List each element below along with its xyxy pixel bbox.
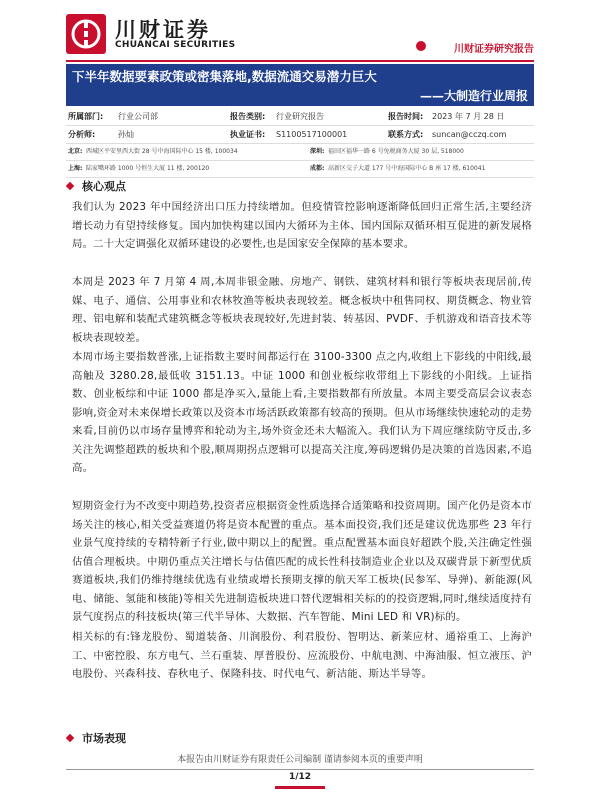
paragraph-strategy: 短期资金行为不改变中期趋势,投资者应根据资金性质选择合适策略和投资周期。国产化仍是资本市场关注的核心,相关受益赛道仍将是资本配置的重点。基本面投资,我们还是建议优选那些 23 年行业景气度持续的专精特新子行业,做中期以上的配置。重点配置基本面良好超跌个股,关注确定性强估值合理板块。中期仍重点关注增长与估值匹配的成长性科技制造业企业以及双碳背景下新型优质赛道板块,我们仍维持继续优选有业绩或增长预期支撑的航天军工板块(民参军、导弹)、新能源(风电、储能、氢能和核能)等相关先进制造板块进口替代逻辑相关标的的投资逻辑,同时,继续适度持有景气度拐点的科技板块(第三代半导体、大数据、汽车智能、Mini LED 和 VR)标的。: [72, 500, 532, 623]
shenzhen-address: 福田区福华一路 6 号免税商务大厦 30 层, 518000: [328, 148, 464, 155]
address-row-1: [66, 144, 534, 161]
logo-icon: [66, 14, 106, 54]
paragraph-related-stocks: 相关标的有:锋龙股份、蜀道装备、川润股份、利君股份、智明达、新莱应材、通裕重工、上海沪工、中密控股、东方电气、兰石重装、厚普股份、应流股份、中航电测、中海油服、恒立液压、沪电股份、兴森科技、春秋电子、保隆科技、时代电气、新洁能、斯达半导等。: [72, 631, 532, 680]
diamond-bullet-icon: [64, 180, 75, 191]
paragraph-market-index: 本周市场主要指数普涨,上证指数主要时间都运行在 3100-3300 点之内,收组上下影线的中阳线,最高触及 3280.28,最低收 3151.13。中证 1000 和创业板综收带组上下影线的小阳线。上证指数、创业板综和中证 1000 都是净买入,量能上看,主要指数都有所放量。本周主要受高层会议表态影响,资金对未来保增长政策以及资本市场活跃政策都有较高的预期。但从市场继续快速轮动的走势来看,目前仍以市场存量博弈和轮动为主,场外资金还未大幅流入。我们认为下周应继续防守反击,多关注先调整超跌的板块和个股,顺周期拐点逻辑可以提高关注度,筹码逻辑仍是决策的首选因素,不追高。: [72, 351, 532, 474]
shanghai-address: 陆家嘴环路 1000 号恒生大厦 11 楼, 200120: [86, 165, 210, 172]
diamond-bullet-icon: [64, 732, 75, 743]
report-tag-icon: [416, 41, 426, 51]
analyst-value: 孙灿: [118, 130, 134, 139]
footer-divider: [66, 769, 534, 770]
report-title: 下半年数据要素政策或密集落地,数据流通交易潜力巨大: [72, 69, 377, 84]
market-performance-heading: 市场表现: [82, 732, 126, 745]
contact-label: 联系方式:: [388, 130, 424, 139]
header-divider: [66, 60, 534, 62]
type-value: 行业研究报告: [276, 112, 324, 121]
report-tag: 川财证券研究报告: [454, 44, 534, 55]
shanghai-label: 上海:: [68, 165, 83, 172]
company-name-cn: 川财证券: [115, 18, 211, 42]
analyst-label: 分析师:: [68, 130, 96, 139]
report-subtitle: ——大制造行业周报: [419, 89, 528, 103]
beijing-label: 北京:: [68, 148, 83, 155]
date-value: 2023 年 7 月 28 日: [432, 112, 505, 121]
dept-value: 行业公司部: [118, 112, 158, 121]
address-row-2: [66, 161, 534, 178]
shenzhen-label: 深圳:: [310, 148, 325, 155]
chengdu-address: 高新区交子大道 177 号中海国际中心 B 座 17 楼, 610041: [328, 165, 486, 172]
paragraph-economy: 我们认为 2023 年中国经济出口压力持续增加。但疫情管控影响逐渐降低回归正常生活,主要经济增长动力有望持续修复。国内加快构建以国内大循环为主体、国内国际双循环相互促进的新发展格局。二十大定调强化双循环建设的必要性,也是国家安全保障的基本要求。: [72, 201, 532, 250]
contact-value[interactable]: suncan@cczq.com: [432, 130, 507, 139]
page-number: 1/12: [288, 772, 312, 782]
type-label: 报告类别:: [230, 112, 266, 121]
info-row-1: [66, 108, 534, 126]
footer-disclaimer: 本报告由川财证券有限责任公司编制 谨请参阅本页的重要声明: [177, 755, 423, 765]
core-view-heading: 核心观点: [82, 180, 126, 193]
chengdu-label: 成都:: [310, 165, 325, 172]
dept-label: 所属部门:: [68, 112, 104, 121]
beijing-address: 西城区平安里西大街 28 号中海国际中心 15 楼, 100034: [86, 148, 238, 155]
cert-value: S1100517100001: [276, 130, 348, 139]
cert-label: 执业证书:: [230, 130, 266, 139]
company-logo-mark: [66, 14, 106, 54]
paragraph-weekly-sectors: 本周是 2023 年 7 月第 4 周,本周非银金融、房地产、钢铁、建筑材料和银行等板块表现居前,传媒、电子、通信、公用事业和农林牧渔等板块表现较差。概念板块中租售同权、期货概念、物业管理、铝电解和装配式建筑概念等板块表现较好,先进封装、转基因、PVDF、手机游戏和语音技术等板块表现较差。: [72, 276, 532, 344]
company-name-en: CHUANCAI SECURITIES: [115, 40, 236, 50]
date-label: 报告时间:: [388, 112, 424, 121]
info-row-2: [66, 126, 534, 144]
page-number-bar: [275, 786, 325, 789]
